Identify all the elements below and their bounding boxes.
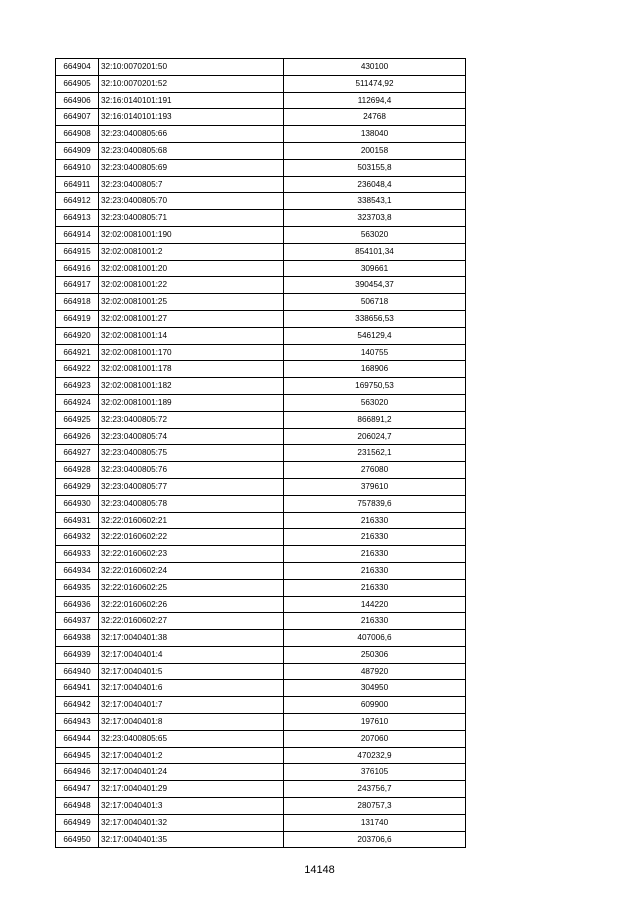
- row-id-cell: 664943: [56, 714, 99, 731]
- row-id-cell: 664938: [56, 630, 99, 647]
- cadastral-number-cell: 32:22:0160602:21: [99, 512, 284, 529]
- row-id-cell: 664918: [56, 294, 99, 311]
- table-row: [56, 75, 466, 92]
- cadastral-number-cell: 32:17:0040401:5: [99, 663, 284, 680]
- table-row: [56, 344, 466, 361]
- value-cell: 338543,1: [284, 193, 466, 210]
- table-row: [56, 546, 466, 563]
- row-id-cell: 664911: [56, 176, 99, 193]
- value-cell: 546129,4: [284, 327, 466, 344]
- cadastral-number-cell: 32:02:0081001:25: [99, 294, 284, 311]
- row-id-cell: 664924: [56, 394, 99, 411]
- value-cell: 376105: [284, 764, 466, 781]
- row-id-cell: 664949: [56, 814, 99, 831]
- value-cell: 216330: [284, 512, 466, 529]
- cadastral-number-cell: 32:22:0160602:27: [99, 613, 284, 630]
- table-row: [56, 428, 466, 445]
- cadastral-number-cell: 32:16:0140101:193: [99, 109, 284, 126]
- value-cell: 231562,1: [284, 445, 466, 462]
- value-cell: 216330: [284, 529, 466, 546]
- value-cell: 168906: [284, 361, 466, 378]
- cadastral-number-cell: 32:10:0070201:50: [99, 59, 284, 76]
- table-row: [56, 747, 466, 764]
- value-cell: 216330: [284, 562, 466, 579]
- row-id-cell: 664926: [56, 428, 99, 445]
- table-row: [56, 646, 466, 663]
- row-id-cell: 664941: [56, 680, 99, 697]
- value-cell: 216330: [284, 546, 466, 563]
- cadastral-number-cell: 32:02:0081001:178: [99, 361, 284, 378]
- value-cell: 216330: [284, 579, 466, 596]
- cadastral-number-cell: 32:02:0081001:27: [99, 310, 284, 327]
- row-id-cell: 664907: [56, 109, 99, 126]
- table-row: [56, 630, 466, 647]
- table-body: [56, 59, 466, 848]
- row-id-cell: 664915: [56, 243, 99, 260]
- table-row: [56, 193, 466, 210]
- table-row: [56, 730, 466, 747]
- value-cell: 250306: [284, 646, 466, 663]
- row-id-cell: 664910: [56, 159, 99, 176]
- value-cell: 197610: [284, 714, 466, 731]
- cadastral-number-cell: 32:23:0400805:78: [99, 495, 284, 512]
- row-id-cell: 664919: [56, 310, 99, 327]
- row-id-cell: 664925: [56, 411, 99, 428]
- table-row: [56, 596, 466, 613]
- table-row: [56, 445, 466, 462]
- row-id-cell: 664945: [56, 747, 99, 764]
- cadastral-number-cell: 32:17:0040401:35: [99, 831, 284, 848]
- row-id-cell: 664928: [56, 462, 99, 479]
- value-cell: 503155,8: [284, 159, 466, 176]
- row-id-cell: 664942: [56, 697, 99, 714]
- table-row: [56, 92, 466, 109]
- row-id-cell: 664932: [56, 529, 99, 546]
- value-cell: 203706,6: [284, 831, 466, 848]
- table-row: [56, 159, 466, 176]
- table-row: [56, 529, 466, 546]
- row-id-cell: 664909: [56, 142, 99, 159]
- value-cell: 487920: [284, 663, 466, 680]
- value-cell: 854101,34: [284, 243, 466, 260]
- table-row: [56, 831, 466, 848]
- row-id-cell: 664916: [56, 260, 99, 277]
- table-row: [56, 462, 466, 479]
- row-id-cell: 664905: [56, 75, 99, 92]
- table-row: [56, 126, 466, 143]
- value-cell: 216330: [284, 613, 466, 630]
- cadastral-number-cell: 32:17:0040401:6: [99, 680, 284, 697]
- value-cell: 323703,8: [284, 210, 466, 227]
- value-cell: 407006,6: [284, 630, 466, 647]
- value-cell: 236048,4: [284, 176, 466, 193]
- page-number: 14148: [304, 864, 335, 876]
- cadastral-number-cell: 32:02:0081001:170: [99, 344, 284, 361]
- table-row: [56, 562, 466, 579]
- row-id-cell: 664948: [56, 798, 99, 815]
- cadastral-number-cell: 32:22:0160602:22: [99, 529, 284, 546]
- cadastral-number-cell: 32:17:0040401:3: [99, 798, 284, 815]
- value-cell: 112694,4: [284, 92, 466, 109]
- cadastral-number-cell: 32:02:0081001:190: [99, 226, 284, 243]
- table-row: [56, 663, 466, 680]
- table-row: [56, 714, 466, 731]
- row-id-cell: 664944: [56, 730, 99, 747]
- cadastral-number-cell: 32:23:0400805:77: [99, 478, 284, 495]
- cadastral-number-cell: 32:23:0400805:66: [99, 126, 284, 143]
- table-row: [56, 277, 466, 294]
- row-id-cell: 664922: [56, 361, 99, 378]
- cadastral-number-cell: 32:22:0160602:26: [99, 596, 284, 613]
- table-row: [56, 361, 466, 378]
- value-cell: 506718: [284, 294, 466, 311]
- table-row: [56, 310, 466, 327]
- row-id-cell: 664908: [56, 126, 99, 143]
- cadastral-number-cell: 32:17:0040401:32: [99, 814, 284, 831]
- table-row: [56, 260, 466, 277]
- row-id-cell: 664937: [56, 613, 99, 630]
- row-id-cell: 664920: [56, 327, 99, 344]
- cadastral-number-cell: 32:22:0160602:25: [99, 579, 284, 596]
- row-id-cell: 664921: [56, 344, 99, 361]
- table-row: [56, 411, 466, 428]
- cadastral-number-cell: 32:23:0400805:70: [99, 193, 284, 210]
- value-cell: 206024,7: [284, 428, 466, 445]
- value-cell: 390454,37: [284, 277, 466, 294]
- value-cell: 866891,2: [284, 411, 466, 428]
- table-row: [56, 512, 466, 529]
- cadastral-number-cell: 32:17:0040401:7: [99, 697, 284, 714]
- table-row: [56, 394, 466, 411]
- value-cell: 757839,6: [284, 495, 466, 512]
- cadastral-number-cell: 32:23:0400805:68: [99, 142, 284, 159]
- cadastral-number-cell: 32:22:0160602:24: [99, 562, 284, 579]
- table-row: [56, 781, 466, 798]
- cadastral-number-cell: 32:17:0040401:29: [99, 781, 284, 798]
- cadastral-number-cell: 32:17:0040401:38: [99, 630, 284, 647]
- value-cell: 309661: [284, 260, 466, 277]
- value-cell: 609900: [284, 697, 466, 714]
- row-id-cell: 664914: [56, 226, 99, 243]
- table-row: [56, 327, 466, 344]
- cadastral-number-cell: 32:23:0400805:74: [99, 428, 284, 445]
- table-row: [56, 478, 466, 495]
- cadastral-number-cell: 32:22:0160602:23: [99, 546, 284, 563]
- table-row: [56, 294, 466, 311]
- row-id-cell: 664939: [56, 646, 99, 663]
- row-id-cell: 664940: [56, 663, 99, 680]
- cadastral-number-cell: 32:23:0400805:76: [99, 462, 284, 479]
- row-id-cell: 664930: [56, 495, 99, 512]
- cadastral-number-cell: 32:17:0040401:24: [99, 764, 284, 781]
- row-id-cell: 664917: [56, 277, 99, 294]
- table-row: [56, 814, 466, 831]
- cadastral-number-cell: 32:02:0081001:20: [99, 260, 284, 277]
- value-cell: 140755: [284, 344, 466, 361]
- row-id-cell: 664935: [56, 579, 99, 596]
- row-id-cell: 664934: [56, 562, 99, 579]
- row-id-cell: 664904: [56, 59, 99, 76]
- table-row: [56, 798, 466, 815]
- cadastral-number-cell: 32:23:0400805:72: [99, 411, 284, 428]
- value-cell: 169750,53: [284, 378, 466, 395]
- table-row: [56, 243, 466, 260]
- cadastral-number-cell: 32:02:0081001:2: [99, 243, 284, 260]
- table-row: [56, 378, 466, 395]
- row-id-cell: 664950: [56, 831, 99, 848]
- cadastral-number-cell: 32:02:0081001:189: [99, 394, 284, 411]
- value-cell: 304950: [284, 680, 466, 697]
- cadastral-number-cell: 32:23:0400805:75: [99, 445, 284, 462]
- cadastral-number-cell: 32:17:0040401:2: [99, 747, 284, 764]
- row-id-cell: 664913: [56, 210, 99, 227]
- value-cell: 470232,9: [284, 747, 466, 764]
- cadastral-number-cell: 32:23:0400805:65: [99, 730, 284, 747]
- row-id-cell: 664931: [56, 512, 99, 529]
- value-cell: 379610: [284, 478, 466, 495]
- cadastral-number-cell: 32:02:0081001:14: [99, 327, 284, 344]
- value-cell: 338656,53: [284, 310, 466, 327]
- row-id-cell: 664946: [56, 764, 99, 781]
- cadastral-number-cell: 32:23:0400805:69: [99, 159, 284, 176]
- row-id-cell: 664936: [56, 596, 99, 613]
- row-id-cell: 664927: [56, 445, 99, 462]
- row-id-cell: 664933: [56, 546, 99, 563]
- cadastral-number-cell: 32:17:0040401:8: [99, 714, 284, 731]
- value-cell: 511474,92: [284, 75, 466, 92]
- table-row: [56, 210, 466, 227]
- table-row: [56, 680, 466, 697]
- table-row: [56, 226, 466, 243]
- cadastral-number-cell: 32:10:0070201:52: [99, 75, 284, 92]
- row-id-cell: 664912: [56, 193, 99, 210]
- value-cell: 207060: [284, 730, 466, 747]
- cadastral-number-cell: 32:02:0081001:22: [99, 277, 284, 294]
- cadastral-number-cell: 32:17:0040401:4: [99, 646, 284, 663]
- cadastral-number-cell: 32:23:0400805:7: [99, 176, 284, 193]
- value-cell: 430100: [284, 59, 466, 76]
- table-row: [56, 613, 466, 630]
- table-row: [56, 697, 466, 714]
- table-row: [56, 142, 466, 159]
- row-id-cell: 664906: [56, 92, 99, 109]
- table-row: [56, 495, 466, 512]
- table-row: [56, 109, 466, 126]
- value-cell: 243756,7: [284, 781, 466, 798]
- cadastral-number-cell: 32:23:0400805:71: [99, 210, 284, 227]
- value-cell: 24768: [284, 109, 466, 126]
- cadastral-number-cell: 32:02:0081001:182: [99, 378, 284, 395]
- cadastral-number-cell: 32:16:0140101:191: [99, 92, 284, 109]
- table-row: [56, 764, 466, 781]
- value-cell: 280757,3: [284, 798, 466, 815]
- value-cell: 276080: [284, 462, 466, 479]
- table-row: [56, 59, 466, 76]
- row-id-cell: 664947: [56, 781, 99, 798]
- table-row: [56, 176, 466, 193]
- value-cell: 563020: [284, 226, 466, 243]
- cadastral-value-table: [55, 58, 466, 848]
- value-cell: 144220: [284, 596, 466, 613]
- table-row: [56, 579, 466, 596]
- value-cell: 131740: [284, 814, 466, 831]
- value-cell: 200158: [284, 142, 466, 159]
- row-id-cell: 664923: [56, 378, 99, 395]
- row-id-cell: 664929: [56, 478, 99, 495]
- value-cell: 563020: [284, 394, 466, 411]
- value-cell: 138040: [284, 126, 466, 143]
